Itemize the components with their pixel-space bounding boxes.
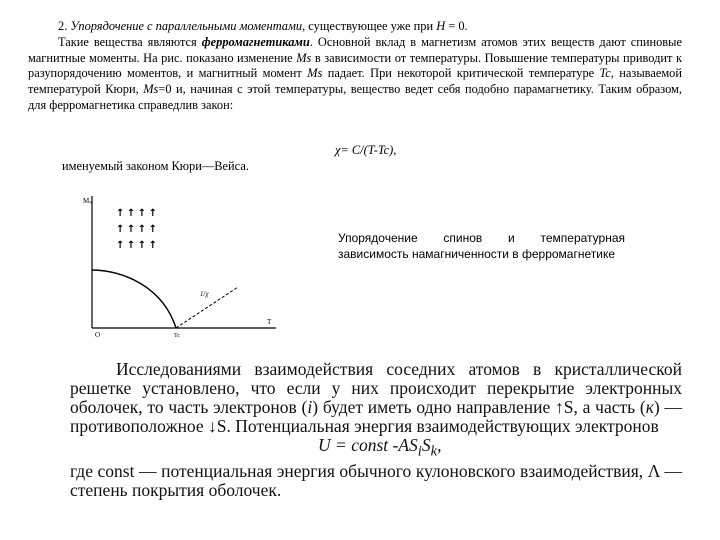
exchange-energy-formula: U = const $-AS_iS_k$, [318,435,442,460]
y-axis-label: Mₛ [83,197,92,205]
spin-arrows-row: ↑↑↑↑ [116,208,160,219]
bottom-text [70,360,682,500]
tc-label: Tc [174,333,180,339]
x-axis-label: T [267,318,272,326]
curie-weiss-formula: χ= C/(T-Tc), [335,143,397,157]
magnetization-graph [78,192,288,352]
spin-arrows-row: ↑↑↑↑ [116,224,160,235]
spin-arrows-row: ↑↑↑↑ [116,240,160,251]
origin-label: O [95,331,101,339]
chi-inverse-label: 1/χ [200,290,209,298]
curie-weiss-law-text: именуемый законом Кюри—Вейса. [62,159,249,173]
paragraph-const: где const — потенциальная энергия обычного кулоновского взаимодействия, Λ — степень покрытия оболочек. [70,460,682,500]
paragraph-ferromagnets: Такие вещества являются ферромагнетиками. Основной вклад в магнетизм атомов этих веществ дают спиновые магнитные моменты. На рис. показано изменение Ms в зависимости от температуры. Повышение температуры приводит к разупорядочению моментов, и магнитный момент Ms падает. При некоторой критической температуре Tc, называемой температурой Кюри, Ms=0 и, начиная с этой температуры, вещество ведет себя подобно парамагнетику. Таким образом, для ферромагнетика справедлив закон: [28,34,683,112]
magnetization-curve [92,270,176,328]
paragraph-exchange: Исследованиями взаимодействия соседних атомов в кристаллической решетке установлено, что если у них происходит перекрытие электронных оболочек, то часть электронов (i) будет иметь одно направление ↑S, а часть (к) — противоположное ↓S. Потенциальная энергия взаимодействующих электронов [70,359,682,436]
figure-caption: Упорядочение спинов и температурная зависимость намагниченности в ферромагнетике [338,231,625,261]
paragraph-ordering: 2. Упорядочение с параллельными моментами, существующее уже при H = 0. [58,19,468,33]
top-text [28,19,682,114]
